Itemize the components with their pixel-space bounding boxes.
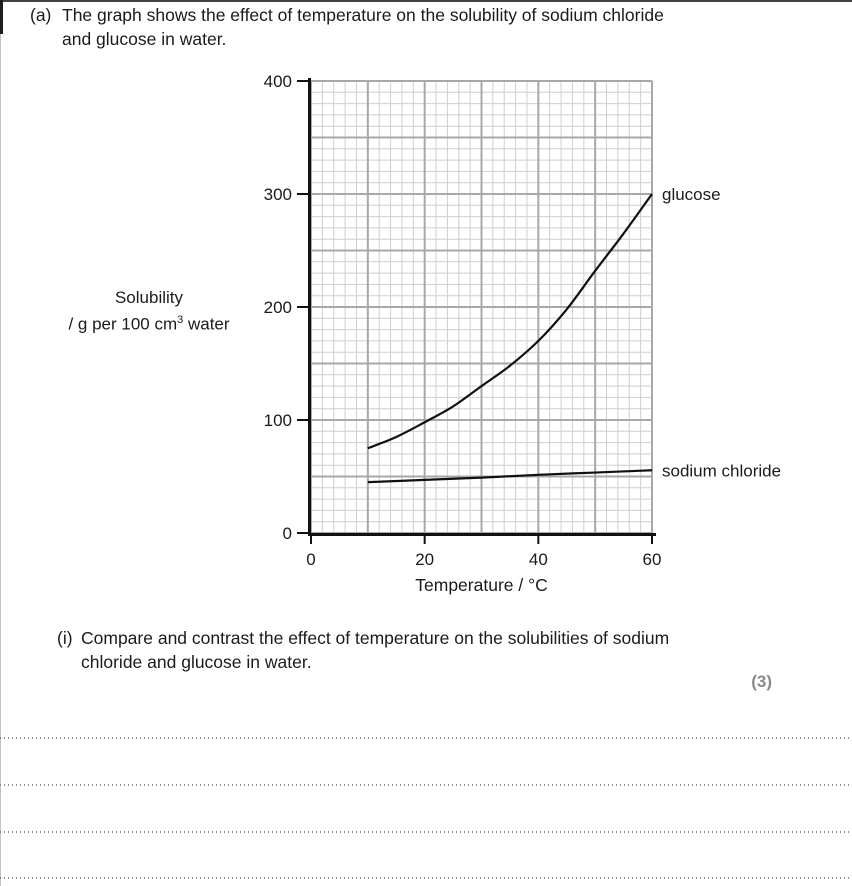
question-a-label: (a) xyxy=(30,5,52,25)
x-tick-label: 60 xyxy=(642,550,662,569)
marks-badge: (3) xyxy=(751,672,772,691)
y-axis-title-line-2: / g per 100 $cm^3$ water xyxy=(68,314,230,334)
x-tick-label: 0 xyxy=(306,550,316,569)
page-top-border xyxy=(0,0,852,2)
y-tick-label: 300 xyxy=(263,185,292,204)
series-label-glucose: glucose xyxy=(662,185,721,204)
answer-line xyxy=(0,784,852,786)
page-corner-mark xyxy=(0,0,3,34)
question-i-line-1: Compare and contrast the effect of temperature on the solubilities of sodium xyxy=(81,628,670,648)
page-left-border xyxy=(0,0,1,886)
y-axis-title xyxy=(38,286,260,336)
answer-line xyxy=(0,737,852,739)
answer-line xyxy=(0,831,852,833)
answer-line xyxy=(0,877,852,879)
x-tick-label: 20 xyxy=(415,550,435,569)
y-tick-label: 100 xyxy=(263,411,292,430)
question-a-line-1: The graph shows the effect of temperature on the solubility of sodium chloride xyxy=(62,5,664,25)
axes xyxy=(264,72,662,569)
question-i-text xyxy=(81,626,669,674)
series-label-sodium-chloride: sodium chloride xyxy=(662,461,782,481)
y-tick-label: 400 xyxy=(263,72,292,91)
question-i-line-2: chloride and glucose in water. xyxy=(81,652,312,672)
y-axis-title-line-1: Solubility xyxy=(114,288,184,307)
y-tick-label: 0 xyxy=(282,524,292,543)
solubility-chart xyxy=(250,66,852,581)
question-i-label: (i) xyxy=(57,628,73,648)
question-a-line-2: and glucose in water. xyxy=(62,29,227,49)
superscript-3: 3 xyxy=(177,314,184,326)
x-axis-title: Temperature / °C xyxy=(415,575,548,595)
question-a-text xyxy=(62,3,664,51)
x-tick-label: 40 xyxy=(528,550,548,569)
glucose-curve xyxy=(368,194,652,448)
y-tick-label: 200 xyxy=(263,298,292,317)
